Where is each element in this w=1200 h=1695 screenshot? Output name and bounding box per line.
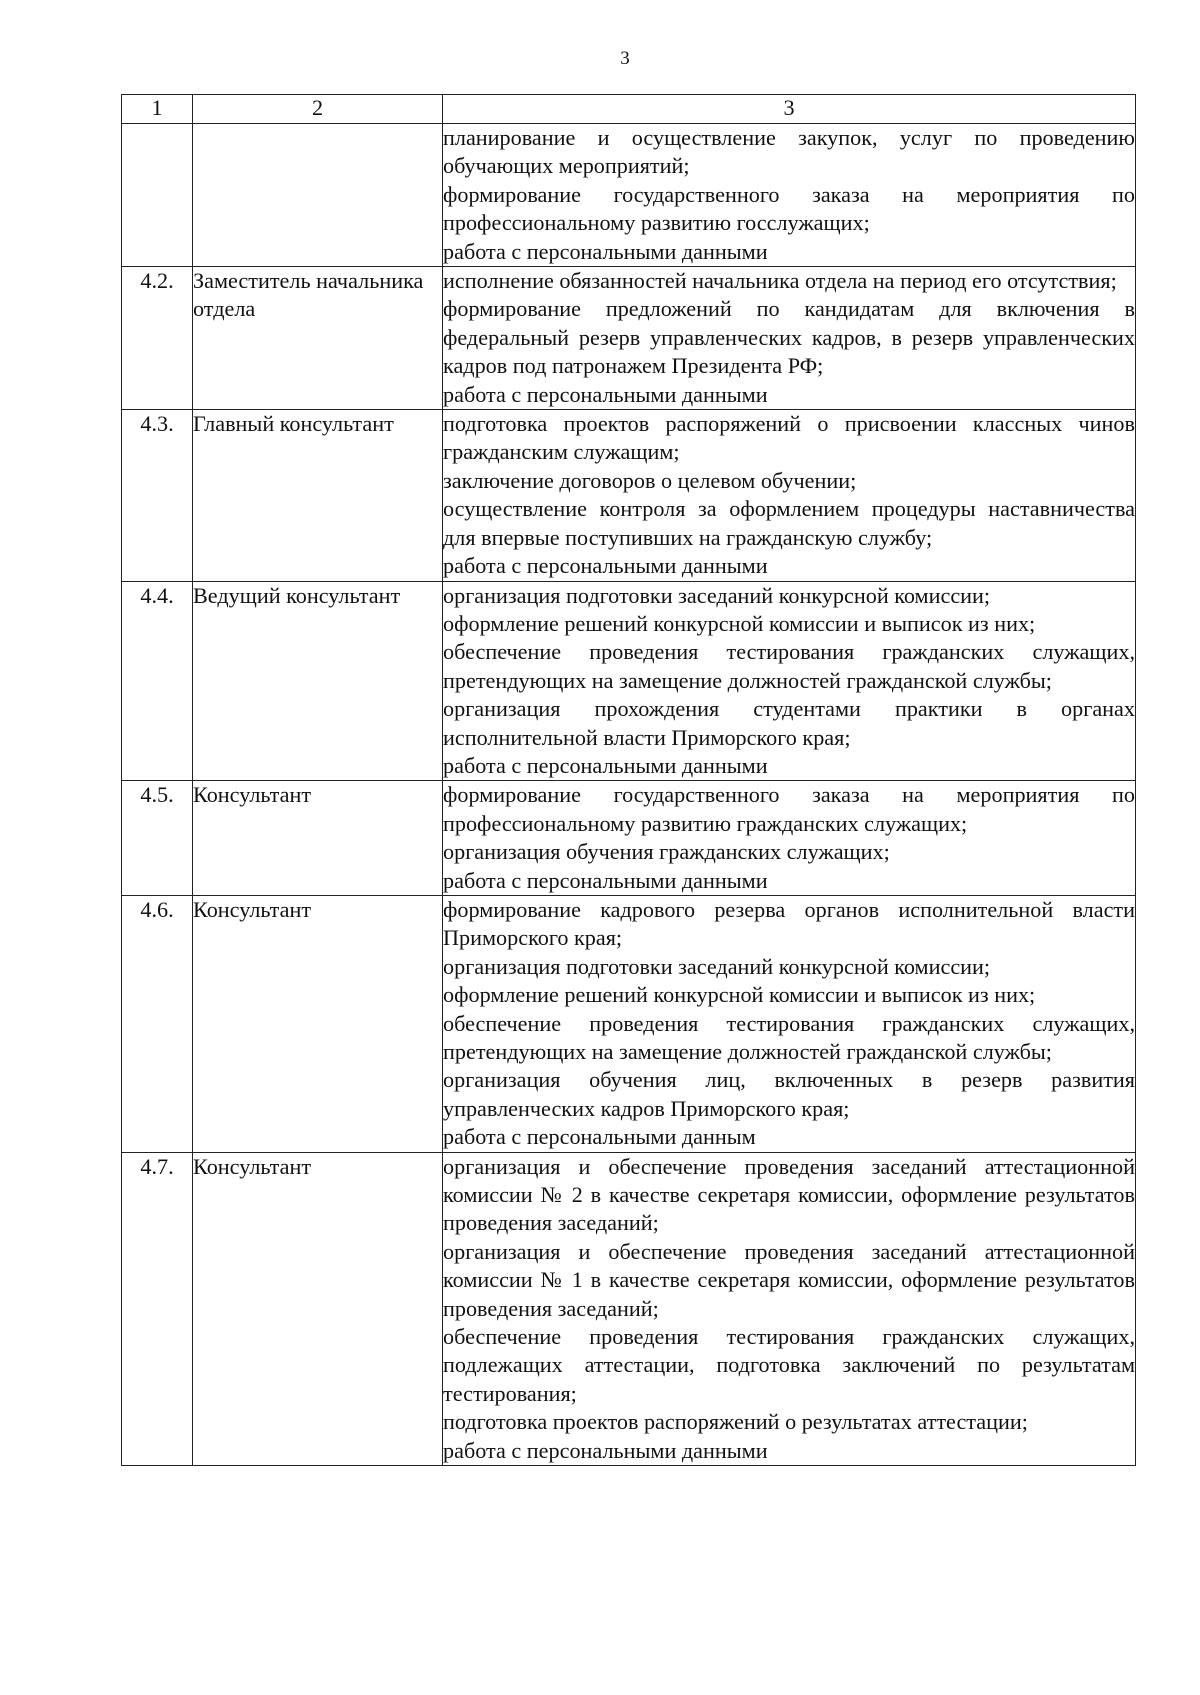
duty-item: обеспечение проведения тестирования гражданских служащих, претендующих на замещение должностей гражданской службы; bbox=[443, 639, 1135, 693]
duty-item: работа с персональными данными bbox=[443, 752, 768, 778]
duty-item: формирование государственного заказа на мероприятия по профессиональному развитию госслужащих; bbox=[443, 181, 1135, 236]
duty-item: работа с персональными данными bbox=[443, 238, 768, 264]
table-row bbox=[122, 895, 1136, 1152]
duties-table bbox=[121, 94, 1136, 1466]
column-header-position: 2 bbox=[193, 95, 443, 124]
duty-item: организация подготовки заседаний конкурсной комиссии; bbox=[443, 582, 991, 608]
position-title: Главный консультант bbox=[193, 410, 443, 581]
duty-item: обеспечение проведения тестирования гражданских служащих, подлежащих аттестации, подготовка заключений по результатам тестирования; bbox=[443, 1324, 1135, 1406]
row-number: 4.7. bbox=[122, 1152, 193, 1465]
position-title: Консультант bbox=[193, 781, 443, 896]
duty-item: осуществление контроля за оформлением процедуры наставничества для впервые поступивших на гражданскую службу; bbox=[443, 496, 1135, 550]
position-title: Консультант bbox=[193, 895, 443, 1152]
row-number: 4.5. bbox=[122, 781, 193, 896]
duty-item: работа с персональными данными bbox=[443, 381, 768, 407]
duty-item: организация прохождения студентами практики в органах исполнительной власти Приморского края; bbox=[443, 696, 1135, 750]
duty-item: работа с персональными данными bbox=[443, 1437, 768, 1463]
duty-item: организация подготовки заседаний конкурсной комиссии; bbox=[443, 953, 991, 979]
duty-item: подготовка проектов распоряжений о результатах аттестации; bbox=[443, 1409, 1028, 1435]
table-row bbox=[122, 267, 1136, 410]
table-body bbox=[122, 124, 1136, 1466]
table-row bbox=[122, 124, 1136, 267]
duty-item: формирование предложений по кандидатам для включения в федеральный резерв управленческих кадров, в резерв управленческих кадров под патронажем Президента РФ; bbox=[443, 296, 1135, 379]
position-title bbox=[193, 124, 443, 267]
duty-item: формирование государственного заказа на мероприятия по профессиональному развитию гражданских служащих; bbox=[443, 782, 1135, 836]
duty-item: заключение договоров о целевом обучении; bbox=[443, 467, 857, 493]
duty-item: организация обучения лиц, включенных в резерв развития управленческих кадров Приморского края; bbox=[443, 1067, 1135, 1121]
position-title: Заместитель начальника отдела bbox=[193, 267, 443, 410]
row-number bbox=[122, 124, 193, 267]
duty-item: организация обучения гражданских служащих; bbox=[443, 839, 890, 865]
duty-item: работа с персональными данными bbox=[443, 553, 768, 579]
column-header-number: 1 bbox=[122, 95, 193, 124]
duties-cell bbox=[443, 581, 1136, 781]
table-header-row bbox=[122, 95, 1136, 124]
duty-item: организация и обеспечение проведения заседаний аттестационной комиссии № 1 в качестве секретаря комиссии, оформление результатов проведения заседаний; bbox=[443, 1238, 1135, 1321]
table-row bbox=[122, 410, 1136, 581]
row-number: 4.4. bbox=[122, 581, 193, 781]
duty-item: планирование и осуществление закупок, услуг по проведению обучающих мероприятий; bbox=[443, 125, 1135, 179]
duty-item: организация и обеспечение проведения заседаний аттестационной комиссии № 2 в качестве секретаря комиссии, оформление результатов проведения заседаний; bbox=[443, 1153, 1135, 1236]
duty-item: работа с персональными данным bbox=[443, 1124, 756, 1150]
duty-item: обеспечение проведения тестирования гражданских служащих, претендующих на замещение должностей гражданской службы; bbox=[443, 1010, 1135, 1064]
duties-cell bbox=[443, 895, 1136, 1152]
row-number: 4.3. bbox=[122, 410, 193, 581]
duties-cell bbox=[443, 410, 1136, 581]
duty-item: работа с персональными данными bbox=[443, 867, 768, 893]
duty-item: исполнение обязанностей начальника отдела на период его отсутствия; bbox=[443, 268, 1117, 294]
position-title: Ведущий консультант bbox=[193, 581, 443, 781]
duties-cell bbox=[443, 124, 1136, 267]
table-row bbox=[122, 1152, 1136, 1465]
row-number: 4.6. bbox=[122, 895, 193, 1152]
duty-item: формирование кадрового резерва органов исполнительной власти Приморского края; bbox=[443, 896, 1135, 951]
duties-cell bbox=[443, 781, 1136, 896]
page-number: 3 bbox=[620, 48, 630, 69]
column-header-duties: 3 bbox=[443, 95, 1136, 124]
duty-item: оформление решений конкурсной комиссии и выписок из них; bbox=[443, 610, 1036, 636]
row-number: 4.2. bbox=[122, 267, 193, 410]
duties-cell bbox=[443, 1152, 1136, 1465]
duty-item: подготовка проектов распоряжений о присвоении классных чинов гражданским служащим; bbox=[443, 411, 1135, 465]
table-row bbox=[122, 781, 1136, 896]
duty-item: оформление решений конкурсной комиссии и выписок из них; bbox=[443, 982, 1036, 1008]
duties-cell bbox=[443, 267, 1136, 410]
table-row bbox=[122, 581, 1136, 781]
position-title: Консультант bbox=[193, 1152, 443, 1465]
